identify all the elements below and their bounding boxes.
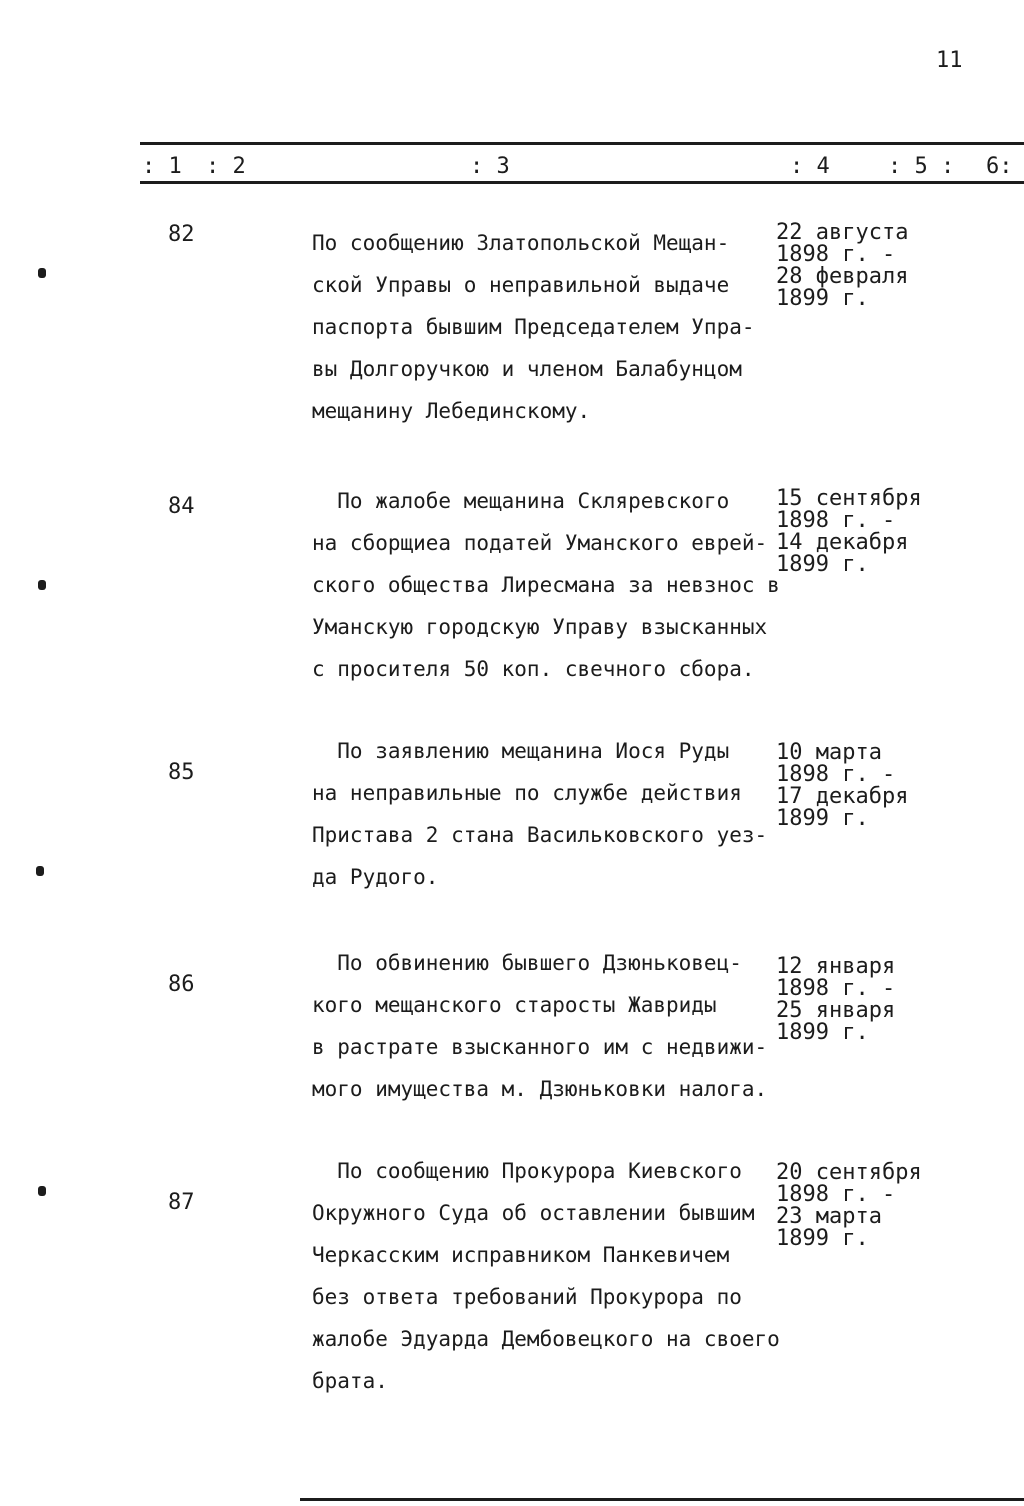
record-dates	[776, 956, 895, 1044]
date-line: 1898 г. -	[776, 976, 896, 1001]
date-line: 1898 г. -	[776, 508, 896, 533]
record-number: 86	[168, 972, 195, 997]
record-number: 85	[168, 760, 195, 785]
description-line: По заявлению мещанина Иося Руды	[312, 739, 730, 763]
description-line: мого имущества м. Дзюньковки налога.	[312, 1077, 768, 1101]
date-line: 1898 г. -	[776, 762, 896, 787]
header-rule-top	[140, 142, 1024, 145]
description-line: брата.	[312, 1369, 388, 1393]
description-line: на неправильные по службе действия	[312, 781, 742, 805]
description-line: вы Долгоручкою и членом Балабунцом	[312, 357, 742, 381]
date-line: 28 февраля	[776, 264, 909, 289]
description-line: По сообщению Златопольской Мещан-	[312, 231, 730, 255]
date-line: 23 марта	[776, 1204, 882, 1229]
binding-mark	[38, 1186, 46, 1196]
description-line: ского общества Лиресмана за невзнос в	[312, 573, 780, 597]
page-number: 11	[936, 48, 963, 73]
description-line: да Рудого.	[312, 865, 439, 889]
date-line: 10 марта	[776, 740, 882, 765]
description-line: Окружного Суда об оставлении бывшим	[312, 1201, 755, 1225]
description-line: кого мещанского старосты Жавриды	[312, 993, 717, 1017]
date-line: 1898 г. -	[776, 1182, 896, 1207]
column-header-3: : 3	[470, 154, 510, 179]
record-description	[312, 480, 782, 690]
description-line: паспорта бывшим Председателем Упра-	[312, 315, 755, 339]
date-line: 25 января	[776, 998, 896, 1023]
date-line: 1899 г.	[776, 1020, 869, 1045]
description-line: мещанину Лебединскому.	[312, 399, 591, 423]
record-dates	[776, 222, 908, 310]
column-header	[0, 154, 1024, 182]
record-number: 84	[168, 494, 195, 519]
description-line: на сборщиеа податей Уманского еврей-	[312, 531, 768, 555]
record-number: 82	[168, 222, 195, 247]
record-description	[312, 942, 782, 1110]
date-line: 17 декабря	[776, 784, 909, 809]
column-header-4: : 4	[790, 154, 830, 179]
record-dates	[776, 488, 922, 576]
column-header-5: : 5 :	[888, 154, 955, 179]
date-line: 15 сентября	[776, 486, 922, 511]
record-dates	[776, 742, 908, 830]
date-line: 1899 г.	[776, 286, 869, 311]
date-line: 14 декабря	[776, 530, 909, 555]
record-dates	[776, 1162, 922, 1250]
record-description	[312, 1150, 782, 1402]
column-header-6: 6:	[986, 154, 1013, 179]
date-line: 22 августа	[776, 220, 909, 245]
date-line: 12 января	[776, 954, 896, 979]
description-line: жалобе Эдуарда Дембовецкого на своего	[312, 1327, 780, 1351]
record-number: 87	[168, 1190, 195, 1215]
date-line: 1899 г.	[776, 1226, 869, 1251]
description-line: без ответа требований Прокурора по	[312, 1285, 742, 1309]
description-line: ской Управы о неправильной выдаче	[312, 273, 730, 297]
date-line: 1899 г.	[776, 552, 869, 577]
description-line: с просителя 50 коп. свечного сбора.	[312, 657, 755, 681]
column-header-1: : 1	[142, 154, 182, 179]
column-header-2: : 2	[206, 154, 246, 179]
description-line: Пристава 2 стана Васильковского уез-	[312, 823, 768, 847]
record-description	[312, 730, 782, 898]
description-line: По сообщению Прокурора Киевского	[312, 1159, 742, 1183]
header-rule-bottom	[140, 181, 1024, 184]
binding-mark	[38, 580, 46, 590]
binding-mark	[36, 866, 44, 876]
description-line: Черкасским исправником Панкевичем	[312, 1243, 730, 1267]
description-line: По обвинению бывшего Дзюньковец-	[312, 951, 742, 975]
description-line: По жалобе мещанина Скляревского	[312, 489, 730, 513]
description-line: в растрате взысканного им с недвижи-	[312, 1035, 768, 1059]
date-line: 1898 г. -	[776, 242, 896, 267]
date-line: 1899 г.	[776, 806, 869, 831]
record-description	[312, 222, 782, 432]
binding-mark	[38, 268, 46, 278]
date-line: 20 сентября	[776, 1160, 922, 1185]
footer-rule	[300, 1498, 1024, 1501]
description-line: Уманскую городскую Управу взысканных	[312, 615, 768, 639]
